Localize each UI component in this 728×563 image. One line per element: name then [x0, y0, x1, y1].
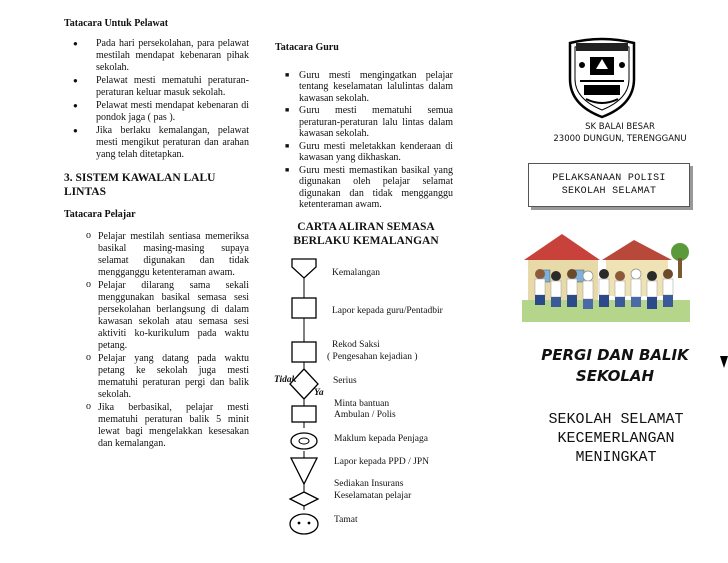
list-item: ● Pelawat mesti mendapat kebenaran di pondok jaga ( pas ).	[64, 100, 249, 124]
list-item: o Pelajar yang datang pada waktu petang ke sekolah juga mesti mematuhi peraturan pergi dan balik sekolah.	[64, 353, 249, 401]
flowchart-title: CARTA ALIRAN SEMASA BERLAKU KEMALANGAN	[293, 221, 439, 247]
brochure-title-line2: SEKOLAH	[575, 367, 655, 385]
flow-box-lapor-guru	[292, 298, 316, 318]
pelawat-heading: Tatacara Untuk Pelawat	[64, 18, 169, 29]
list-item: ● Jika berlaku kemalangan, pelawat mesti mengikut peraturan dan arahan yang telah ditetapkan.	[64, 125, 249, 161]
pelajar-heading: Tatacara Pelajar	[64, 209, 136, 220]
flow-label-keselamatan: Keselamatan pelajar	[334, 491, 412, 501]
flow-label-minta-bantuan: Minta bantuan	[334, 399, 390, 409]
slogan-line1: SEKOLAH SELAMAT	[548, 411, 684, 428]
flow-diamond-insurans	[290, 492, 318, 506]
smiley-eye	[308, 522, 311, 525]
smiley-eye	[298, 522, 301, 525]
flow-label-maklum-penjaga: Maklum kepada Penjaga	[334, 434, 428, 444]
flowchart-shapes	[274, 258, 334, 540]
brochure-title	[520, 345, 710, 387]
brochure-title-line1: PERGI DAN BALIK	[541, 346, 689, 364]
school-crest-logo	[566, 35, 638, 119]
flow-pentagon-kemalangan	[292, 259, 316, 278]
list-item: ■ Guru mesti meletakkan kenderaan di kawasan yang dikhaskan.	[279, 141, 453, 164]
flow-box-rekod-saksi	[292, 342, 316, 362]
policy-title-line2: SEKOLAH SELAMAT	[561, 186, 657, 197]
list-item: o Pelajar dilarang sama sekali menggunakan basikal semasa sesi persekolahan berlangsung di dalam kawasan sekolah atau semasa sesi aktiviti ko-kurikulum pada waktu petang.	[64, 280, 249, 352]
flow-oval-inner	[299, 438, 309, 444]
flow-box-minta-bantuan	[292, 406, 316, 422]
right-edge-arrow-icon	[718, 356, 728, 370]
pelajar-list	[64, 231, 249, 450]
list-item: o Jika berbasikal, pelajar mesti mematuhi peraturan balik 5 minit lewat bagi mengelakkan kesesakan dan kemalangan.	[64, 402, 249, 450]
flow-label-ya: Ya	[314, 388, 324, 398]
school-address: 23000 DUNGUN, TERENGGANU	[553, 134, 687, 144]
section-3-heading: 3. SISTEM KAWALAN LALU LINTAS	[64, 172, 216, 198]
pelawat-list	[64, 38, 249, 161]
list-item: ● Pada hari persekolahan, para pelawat mestilah mendapat kebenaran pihak sekolah.	[64, 38, 249, 74]
flow-end-tamat	[290, 514, 318, 534]
list-item: ■ Guru mesti mematuhi semua peraturan-peraturan lalu lintas dalam kawasan sekolah.	[279, 105, 453, 140]
flow-label-tidak: Tidak	[274, 375, 297, 385]
flow-label-lapor-ppd: Lapor kepada PPD / JPN	[334, 457, 429, 467]
flow-label-ambulan: Ambulan / Polis	[334, 410, 396, 420]
slogan-line3: MENINGKAT	[575, 449, 657, 466]
list-item: o Pelajar mestilah sentiasa memeriksa basikal masing-masing supaya selamat digunakan dan tidak mengganggu ketenteraman awam.	[64, 231, 249, 279]
students-illustration	[522, 230, 690, 322]
flow-label-serius: Serius	[333, 376, 357, 386]
list-item: ■ Guru mesti memastikan basikal yang digunakan oleh pelajar selamat digunakan dan tidak mengganggu ketenteraman awam.	[279, 165, 453, 211]
flow-label-pengesahan: ( Pengesahan kejadian )	[327, 352, 418, 362]
slogan	[516, 410, 716, 467]
flow-label-sediakan-insurans: Sediakan Insurans	[334, 479, 404, 489]
flow-label-tamat: Tamat	[334, 515, 358, 525]
flow-label-kemalangan: Kemalangan	[332, 268, 381, 278]
list-item: ■ Guru mesti mengingatkan pelajar tentang keselamatan lalulintas dalam kawasan sekolah.	[279, 70, 453, 105]
flow-label-rekod-saksi: Rekod Saksi	[332, 340, 380, 350]
column-pelawat-pelajar	[64, 18, 249, 451]
flow-triangle-lapor-ppd	[291, 458, 317, 484]
slogan-line2: KECEMERLANGAN	[557, 430, 675, 447]
policy-title-box	[528, 163, 690, 207]
flow-label-lapor-guru: Lapor kepada guru/Pentadbir	[332, 306, 443, 316]
policy-title-line1: PELAKSANAAN POLISI	[552, 173, 666, 184]
guru-heading: Tatacara Guru	[275, 42, 339, 53]
school-name: SK BALAI BESAR	[585, 122, 655, 132]
list-item: ● Pelawat mesti mematuhi peraturan-peraturan keluar masuk sekolah.	[64, 75, 249, 99]
column-guru	[275, 42, 453, 212]
guru-list	[279, 70, 453, 211]
